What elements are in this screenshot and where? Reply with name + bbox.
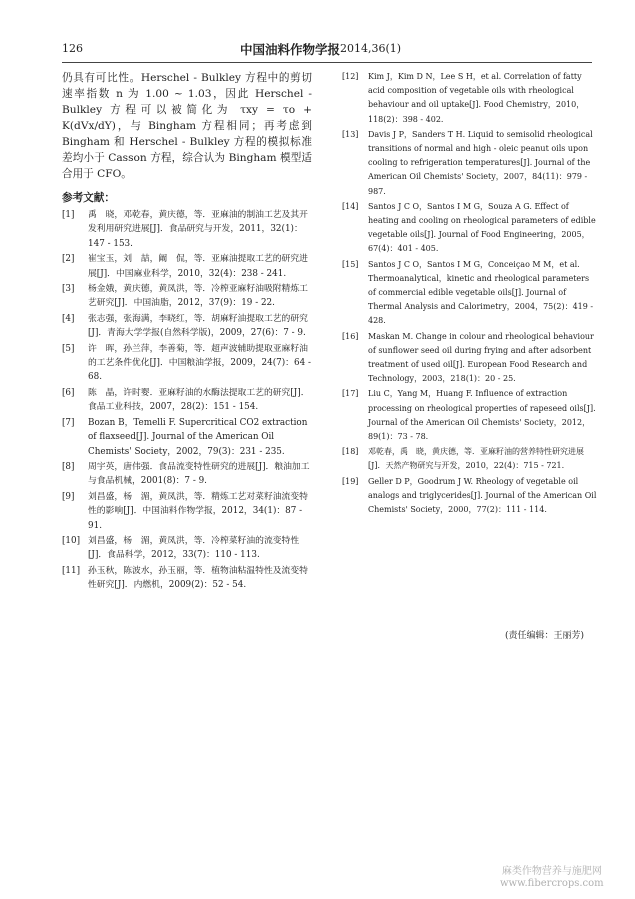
reference-text: 崔宝玉，刘 喆，阚 侃，等．亚麻油提取工艺的研究进展[J]．中国麻业科学，2010，32(4)：238 - 241. [88, 254, 308, 279]
reference-number: [1] [62, 210, 75, 220]
left-column [62, 70, 312, 594]
reference-text: 陈 晶，许时婴．亚麻籽油的水酶法提取工艺的研究[J]．食品工业科技，2007，28(2)：151 - 154. [88, 387, 310, 413]
page-number: 126 [62, 42, 83, 55]
references-title: 参考文献： [62, 192, 115, 204]
reference-item [62, 342, 312, 385]
reference-text: Maskan M. Change in colour and rheological behaviour of sunflower seed oil during frying and after adsorbent treatment of used oil[J]. European Food Research and Technology，2003，218(1)：20 - 25. [368, 331, 594, 384]
reference-text: Liu C，Yang M，Huang F. Influence of extraction processing on rheological properties of rapeseed oils[J]. Journal of the American Oil Chemists' Society，2012，89(1)：73 - 78. [368, 389, 596, 442]
reference-number: [7] [62, 417, 75, 428]
reference-item [62, 416, 312, 459]
reference-item [342, 387, 597, 444]
journal-title: 中国油料作物学报 [240, 42, 341, 57]
reference-number: [15] [342, 259, 359, 269]
reference-text: 许 晖，孙兰萍，李善菊，等．超声波辅助提取亚麻籽油的工艺条件优化[J]．中国粮油学报，2009，24(7)：64 - 68. [88, 343, 311, 383]
reference-number: [9] [62, 491, 75, 502]
reference-text: 刘昌盛，杨 湄，黄凤洪，等．精炼工艺对菜籽油流变特性的影响[J]．中国油料作物学报，2012，34(1)：87 - 91. [88, 491, 308, 531]
reference-item [342, 200, 597, 257]
intro-paragraph: 仍具有可比性。Herschel - Bulkley 方程中的剪切速率指数 n 为 1.00 ~ 1.03，因此 Herschel - Bulkley 方程可以被简化为 τxy = τo + K(dVx/dY)，与 Bingham 方程相同；再考虑到 Bingham 和 Herschel - Bulkley 方程的模拟标准差均小于 Casson 方程，综合认为 Bingham 模型适合用于 CFO。 [62, 72, 312, 180]
reference-number: [16] [342, 331, 359, 341]
issue-info: 2014,36(1) [340, 42, 402, 55]
reference-item [342, 475, 597, 518]
reference-item [342, 258, 597, 329]
watermark [500, 866, 604, 890]
reference-number: [5] [62, 343, 75, 354]
reference-item [62, 282, 312, 311]
editor-note: (责任编辑：王丽芳) [505, 631, 585, 641]
reference-number: [10] [62, 535, 81, 546]
reference-item [62, 564, 312, 593]
reference-text: Bozan B，Temelli F. Supercritical CO2 extraction of flaxseed[J]. Journal of the American Oil Chemists' Society，2002，79(3)：231 - 235. [88, 417, 308, 457]
reference-text: 禹 晓，邓乾春，黄庆德，等．亚麻油的制油工艺及其开发利用研究进展[J]．食品研究与开发，2011，32(1)：147 - 153. [88, 210, 308, 249]
reference-number: [18] [342, 447, 359, 457]
reference-number: [4] [62, 313, 75, 324]
page-header [62, 40, 592, 60]
reference-text: 邓乾春，禹 晓，黄庆德，等．亚麻籽油的营养特性研究进展[J]．天然产物研究与开发，2010，22(4)：715 - 721. [368, 447, 584, 471]
reference-item [342, 128, 597, 199]
watermark-line-1: 麻类作物营养与施肥网 [501, 866, 602, 877]
reference-item [342, 445, 597, 473]
reference-text: 周宇英，唐伟强．食品流变特性研究的进展[J]．粮油加工与食品机械，2001(8)：7 - 9. [88, 461, 310, 487]
reference-text: 张志强，张海满，李晓红，等．胡麻籽油提取工艺的研究[J]．青海大学学报(自然科学版)，2009，27(6)：7 - 9. [88, 313, 308, 339]
reference-number: [3] [62, 284, 75, 295]
reference-text: 孙玉秋，陈波水，孙玉丽，等．植物油粘温特性及流变特性研究[J]．内燃机，2009(2)：52 - 54. [88, 565, 308, 591]
reference-number: [19] [342, 476, 359, 486]
right-column [342, 70, 597, 518]
header-rule [62, 62, 592, 63]
reference-text: 刘昌盛，杨 湄，黄凤洪，等．冷榨菜籽油的流变特性[J]．食品科学，2012，33(7)：110 - 113. [88, 535, 300, 561]
reference-number: [13] [342, 129, 359, 139]
reference-item [342, 330, 597, 387]
reference-number: [17] [342, 389, 359, 399]
watermark-line-2: www.fibercrops.com [500, 878, 604, 889]
reference-text: Davis J P，Sanders T H. Liquid to semisolid rheological transitions of normal and high - oleic peanut oils upon cooling to refrigeration temperatures[J]. Journal of the American Oil Chemists' Society，2007，84(11)：979 - 987. [368, 129, 593, 196]
reference-text: 杨金娥，黄庆德，黄凤洪，等．冷榨亚麻籽油吸附精炼工艺研究[J]．中国油脂，2012，37(9)：19 - 22. [88, 284, 308, 309]
reference-number: [14] [342, 201, 359, 211]
reference-item [342, 70, 597, 127]
reference-number: [11] [62, 565, 81, 576]
reference-text: Santos J C O，Santos I M G，Souza A G. Effect of heating and cooling on rheological parameters of edible vegetable oils[J]. Journal of Food Engineering，2005，67(4)：401 - 405. [368, 201, 596, 254]
reference-number: [12] [342, 72, 359, 81]
reference-item [62, 252, 312, 281]
reference-number: [2] [62, 254, 75, 265]
reference-item [62, 460, 312, 489]
reference-text: Geller D P，Goodrum J W. Rheology of vegetable oil analogs and triglycerides[J]. Journal of the American Oil Chemists' Society，2000，77(2)：111 - 114. [368, 476, 597, 515]
reference-number: [6] [62, 387, 75, 398]
reference-item [62, 386, 312, 415]
reference-item [62, 534, 312, 563]
reference-number: [8] [62, 461, 75, 472]
reference-item [62, 312, 312, 341]
reference-item [62, 490, 312, 533]
reference-text: Santos J C O，Santos I M G，Conceiçao M M，et al. Thermoanalytical，kinetic and rheological parameters of commercial edible vegetable oils[J]. Journal of Thermal Analysis and Calorimetry，2004，75(2)：419 - 428. [368, 259, 594, 326]
reference-item [62, 208, 312, 251]
reference-text: Kim J，Kim D N，Lee S H，et al. Correlation of fatty acid composition of vegetable oils with rheological behaviour and oil uptake[J]. Food Chemistry，2010，118(2)：398 - 402. [368, 72, 585, 124]
